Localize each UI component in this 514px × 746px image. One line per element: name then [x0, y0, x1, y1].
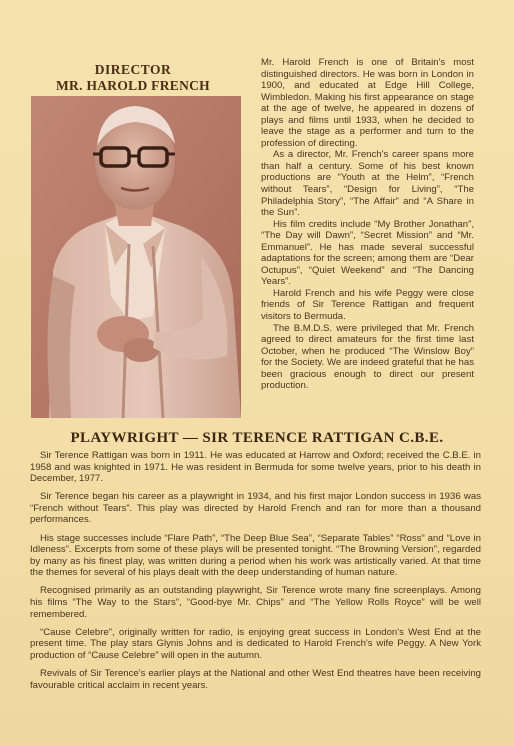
director-bio-paragraph: Mr. Harold French is one of Britain's most distinguished directors. He was born in London in 1900, and educated at Edge Hill College, Wimbledon. Making his first appearance on stage at the age of twelve, he appeared in dozens of plays and films until 1933, when he decided to leave the stage as a performer and turn to the profession of directing. [261, 57, 474, 149]
director-heading-name: MR. HAROLD FRENCH [56, 78, 210, 93]
director-bio-paragraph: As a director, Mr. French's career spans more than half a century. Some of his best known productions are “Youth at the Helm”, “French without Tears”, “Design for Living”, “The Philadelphia Story”, “The Affair” and “A Share in the Sun”. [261, 149, 474, 219]
playwright-heading: PLAYWRIGHT — SIR TERENCE RATTIGAN C.B.E. [70, 430, 444, 446]
playwright-bio-paragraph: Revivals of Sir Terence's earlier plays at the National and other West End theatres have been receiving favourable critical acclaim in recent years. [30, 668, 481, 691]
playwright-bio-paragraph: Sir Terence began his career as a playwright in 1934, and his first major London success in 1936 was “French without Tears”. This play was directed by Harold French and ran for more than a thousand performances. [30, 491, 481, 526]
director-bio-paragraph: His film credits include “My Brother Jonathan”, “The Day will Dawn”, “Secret Mission” and “Mr. Emmanuel”. He has made several successful adaptations for the screen; among them are “Dear Octupus”, “Quiet Weekend” and “The Dancing Years”. [261, 218, 474, 288]
director-bio-paragraph: The B.M.D.S. were privileged that Mr. French agreed to direct amateurs for the first time last October, when he produced “The Winslow Boy” for the Society. We are indeed grateful that he has been gracious enough to direct our present production. [261, 322, 474, 392]
director-heading-role: DIRECTOR [94, 62, 172, 77]
director-portrait-photo [31, 96, 241, 418]
playwright-biography [30, 450, 481, 698]
playwright-bio-paragraph: Sir Terence Rattigan was born in 1911. He was educated at Harrow and Oxford; received the C.B.E. in 1958 and was knighted in 1971. He was resident in Bermuda for some twelve years, prior to his death in December, 1977. [30, 450, 481, 485]
director-heading [38, 62, 228, 94]
playwright-bio-paragraph: His stage successes include “Flare Path”, “The Deep Blue Sea”, “Separate Tables” “Ross” and “Love in Idleness”. Excerpts from some of these plays will be presented tonight. “The Browning Version”, regarded by many as his finest play, was written during a period when his work was artistically varied. At that time the themes for several of his plays dealt with the deep understanding of human nature. [30, 532, 481, 579]
director-bio-paragraph: Harold French and his wife Peggy were close friends of Sir Terence Rattigan and frequent visitors to Bermuda. [261, 287, 474, 323]
playwright-bio-paragraph: Recognised primarily as an outstanding playwright, Sir Terence wrote many fine screenplays. Among his films “The Way to the Stars”, “Good-bye Mr. Chips” and “The Yellow Rolls Royce” will be well remembered. [30, 585, 481, 620]
director-biography [261, 57, 474, 392]
playwright-bio-paragraph: “Cause Celebre”, originally written for radio, is enjoying great success in London's West End at the present time. The play stars Glynis Johns and is dedicated to Harold French's wife Peggy. A New York production of “Cause Celebre” will open in the autumn. [30, 626, 481, 661]
